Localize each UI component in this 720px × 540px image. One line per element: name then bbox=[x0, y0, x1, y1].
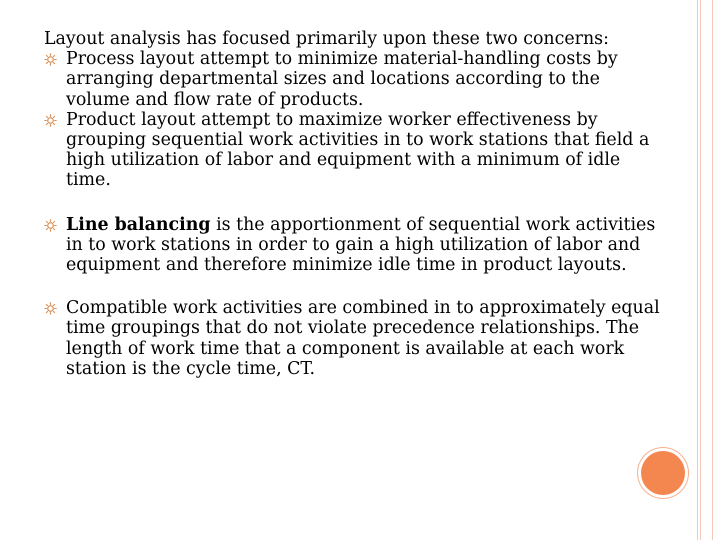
sun-bullet-icon bbox=[44, 302, 57, 315]
sun-bullet-icon bbox=[44, 114, 57, 127]
sun-bullet-icon bbox=[44, 219, 57, 232]
frame-line-right bbox=[712, 0, 713, 540]
bullet-process-layout bbox=[44, 49, 664, 110]
bullet-text: Process layout attempt to minimize material-handling costs by arranging departmental sizes and locations according to the volume and flow rate of products. bbox=[66, 49, 618, 110]
bullet-product-layout bbox=[44, 110, 664, 191]
frame-line-middle bbox=[700, 0, 701, 540]
frame-line-left bbox=[697, 0, 698, 540]
decorative-circle bbox=[641, 451, 685, 495]
bullet-term: Line balancing bbox=[66, 214, 211, 235]
intro-text: Layout analysis has focused primarily upon these two concerns: bbox=[44, 29, 609, 49]
sun-bullet-icon bbox=[44, 53, 57, 66]
bullet-text: Compatible work activities are combined in to approximately equal time groupings that do not violate precedence relationships. The length of work time that a component is available at each work station is the cycle time, CT. bbox=[66, 298, 660, 379]
slide-content bbox=[44, 29, 664, 379]
bullet-text: Product layout attempt to maximize worker effectiveness by grouping sequential work activities in to work stations that field a high utilization of labor and equipment with a minimum of idle time. bbox=[66, 109, 650, 191]
bullet-text: is the apportionment of sequential work activities in to work stations in order to gain a high utilization of labor and equipment and therefore minimize idle time in product layouts. bbox=[66, 214, 656, 276]
bullet-compatible-activities bbox=[44, 298, 664, 379]
bullet-line-balancing bbox=[44, 215, 664, 276]
